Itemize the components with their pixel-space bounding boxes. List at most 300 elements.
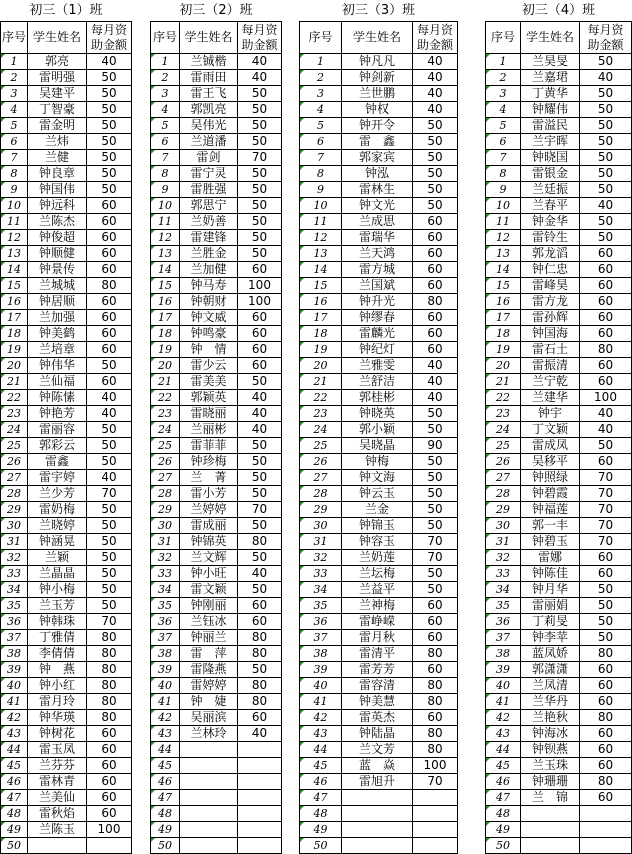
row-index[interactable]: 23	[0, 406, 28, 422]
student-name-cell[interactable]: 钟升光	[342, 294, 413, 310]
subsidy-amount-cell[interactable]: 70	[580, 470, 632, 486]
subsidy-amount-cell[interactable]	[413, 838, 458, 854]
row-index[interactable]: 7	[0, 150, 28, 166]
subsidy-amount-cell[interactable]: 50	[238, 454, 282, 470]
subsidy-amount-cell[interactable]: 80	[87, 646, 132, 662]
row-index[interactable]: 12	[299, 230, 342, 246]
student-name-cell[interactable]: 钟丽兰	[180, 630, 238, 646]
row-index[interactable]: 32	[150, 550, 180, 566]
student-name-cell[interactable]: 雷娜	[521, 550, 580, 566]
student-name-cell[interactable]: 钟权	[342, 102, 413, 118]
row-index[interactable]: 11	[150, 214, 180, 230]
row-index[interactable]: 24	[150, 422, 180, 438]
student-name-cell[interactable]: 雷金明	[28, 118, 87, 134]
row-index[interactable]: 45	[299, 758, 342, 774]
subsidy-amount-cell[interactable]: 80	[580, 646, 632, 662]
student-name-cell[interactable]: 雷峥嵘	[342, 614, 413, 630]
subsidy-amount-cell[interactable]: 60	[580, 550, 632, 566]
row-index[interactable]: 33	[299, 566, 342, 582]
subsidy-amount-cell[interactable]: 50	[238, 662, 282, 678]
subsidy-amount-cell[interactable]: 80	[413, 294, 458, 310]
student-name-cell[interactable]: 雷晓丽	[180, 406, 238, 422]
student-name-cell[interactable]: 钟小梅	[28, 582, 87, 598]
subsidy-amount-cell[interactable]: 40	[413, 358, 458, 374]
row-index[interactable]: 48	[485, 806, 521, 822]
subsidy-amount-cell[interactable]: 60	[87, 262, 132, 278]
row-index[interactable]: 38	[150, 646, 180, 662]
row-index[interactable]: 1	[0, 54, 28, 70]
row-index[interactable]: 34	[299, 582, 342, 598]
row-index[interactable]: 43	[485, 726, 521, 742]
student-name-cell[interactable]: 兰宁乾	[521, 374, 580, 390]
row-index[interactable]: 47	[485, 790, 521, 806]
student-name-cell[interactable]	[342, 822, 413, 838]
student-name-cell[interactable]: 钟碧玉	[521, 534, 580, 550]
row-index[interactable]: 8	[150, 166, 180, 182]
subsidy-amount-cell[interactable]: 50	[413, 454, 458, 470]
subsidy-amount-cell[interactable]: 70	[580, 502, 632, 518]
subsidy-amount-cell[interactable]: 50	[87, 86, 132, 102]
row-index[interactable]: 11	[485, 214, 521, 230]
row-index[interactable]: 13	[485, 246, 521, 262]
student-name-cell[interactable]: 雷建锋	[180, 230, 238, 246]
row-index[interactable]: 35	[485, 598, 521, 614]
subsidy-amount-cell[interactable]	[238, 742, 282, 758]
subsidy-amount-cell[interactable]: 50	[87, 518, 132, 534]
subsidy-amount-cell[interactable]: 60	[413, 310, 458, 326]
subsidy-amount-cell[interactable]: 60	[238, 310, 282, 326]
subsidy-amount-cell[interactable]	[580, 806, 632, 822]
row-index[interactable]: 37	[150, 630, 180, 646]
subsidy-amount-cell[interactable]: 60	[580, 326, 632, 342]
student-name-cell[interactable]: 钟泓	[342, 166, 413, 182]
subsidy-amount-cell[interactable]: 60	[413, 662, 458, 678]
student-name-cell[interactable]: 钟金华	[521, 214, 580, 230]
student-name-cell[interactable]: 钟容玉	[342, 534, 413, 550]
subsidy-amount-cell[interactable]: 50	[580, 118, 632, 134]
subsidy-amount-cell[interactable]: 50	[238, 198, 282, 214]
row-index[interactable]: 6	[0, 134, 28, 150]
student-name-cell[interactable]: 兰金	[342, 502, 413, 518]
student-name-cell[interactable]: 钟鸣豪	[180, 326, 238, 342]
subsidy-amount-cell[interactable]: 50	[413, 134, 458, 150]
student-name-cell[interactable]: 兰春平	[521, 198, 580, 214]
subsidy-amount-cell[interactable]	[413, 806, 458, 822]
student-name-cell[interactable]: 丁莉旻	[521, 614, 580, 630]
row-index[interactable]: 36	[485, 614, 521, 630]
subsidy-amount-cell[interactable]: 50	[413, 566, 458, 582]
subsidy-amount-cell[interactable]: 80	[238, 534, 282, 550]
student-name-cell[interactable]: 丁文颖	[521, 422, 580, 438]
row-index[interactable]: 20	[485, 358, 521, 374]
student-name-cell[interactable]: 郭彩云	[28, 438, 87, 454]
row-index[interactable]: 39	[0, 662, 28, 678]
subsidy-amount-cell[interactable]: 50	[580, 582, 632, 598]
row-index[interactable]: 26	[150, 454, 180, 470]
row-index[interactable]: 33	[485, 566, 521, 582]
student-name-cell[interactable]: 钟海冰	[521, 726, 580, 742]
row-index[interactable]: 17	[485, 310, 521, 326]
student-name-cell[interactable]: 雷文颖	[180, 582, 238, 598]
subsidy-amount-cell[interactable]: 50	[87, 166, 132, 182]
subsidy-amount-cell[interactable]: 60	[580, 358, 632, 374]
row-index[interactable]: 7	[485, 150, 521, 166]
student-name-cell[interactable]: 兰神梅	[342, 598, 413, 614]
student-name-cell[interactable]: 兰建华	[521, 390, 580, 406]
subsidy-amount-cell[interactable]: 60	[238, 358, 282, 374]
subsidy-amount-cell[interactable]: 40	[413, 390, 458, 406]
subsidy-amount-cell[interactable]: 50	[413, 582, 458, 598]
subsidy-amount-cell[interactable]: 80	[87, 694, 132, 710]
student-name-cell[interactable]: 雷峰昊	[521, 278, 580, 294]
subsidy-amount-cell[interactable]	[580, 838, 632, 854]
student-name-cell[interactable]: 钟陈愫	[28, 390, 87, 406]
student-name-cell[interactable]: 雷 鑫	[342, 134, 413, 150]
row-index[interactable]: 16	[299, 294, 342, 310]
subsidy-amount-cell[interactable]: 60	[413, 246, 458, 262]
row-index[interactable]: 21	[299, 374, 342, 390]
row-index[interactable]: 7	[150, 150, 180, 166]
row-index[interactable]: 15	[299, 278, 342, 294]
subsidy-amount-cell[interactable]	[238, 774, 282, 790]
subsidy-amount-cell[interactable]: 50	[580, 598, 632, 614]
student-name-cell[interactable]: 兰加强	[28, 310, 87, 326]
student-name-cell[interactable]: 雷玉凤	[28, 742, 87, 758]
row-index[interactable]: 5	[299, 118, 342, 134]
row-index[interactable]: 37	[299, 630, 342, 646]
subsidy-amount-cell[interactable]: 100	[413, 758, 458, 774]
subsidy-amount-cell[interactable]: 50	[238, 230, 282, 246]
student-name-cell[interactable]: 雷奶梅	[28, 502, 87, 518]
subsidy-amount-cell[interactable]: 50	[87, 598, 132, 614]
subsidy-amount-cell[interactable]: 40	[87, 470, 132, 486]
student-name-cell[interactable]: 雷少云	[180, 358, 238, 374]
student-name-cell[interactable]: 兰城城	[28, 278, 87, 294]
student-name-cell[interactable]: 兰美仙	[28, 790, 87, 806]
subsidy-amount-cell[interactable]: 60	[238, 710, 282, 726]
subsidy-amount-cell[interactable]: 50	[580, 102, 632, 118]
subsidy-amount-cell[interactable]: 70	[580, 486, 632, 502]
subsidy-amount-cell[interactable]: 50	[238, 438, 282, 454]
subsidy-amount-cell[interactable]: 70	[580, 518, 632, 534]
row-index[interactable]: 15	[485, 278, 521, 294]
row-index[interactable]: 15	[0, 278, 28, 294]
subsidy-amount-cell[interactable]: 50	[238, 166, 282, 182]
subsidy-amount-cell[interactable]: 50	[238, 182, 282, 198]
row-index[interactable]: 44	[0, 742, 28, 758]
row-index[interactable]: 2	[299, 70, 342, 86]
row-index[interactable]: 48	[299, 806, 342, 822]
row-index[interactable]: 48	[150, 806, 180, 822]
subsidy-amount-cell[interactable]: 50	[87, 134, 132, 150]
student-name-cell[interactable]: 钟耀伟	[521, 102, 580, 118]
student-name-cell[interactable]: 丁雅倩	[28, 630, 87, 646]
subsidy-amount-cell[interactable]: 50	[238, 134, 282, 150]
student-name-cell[interactable]: 钟小旺	[180, 566, 238, 582]
row-index[interactable]: 14	[299, 262, 342, 278]
student-name-cell[interactable]: 雷林青	[28, 774, 87, 790]
student-name-cell[interactable]: 雷成凤	[521, 438, 580, 454]
subsidy-amount-cell[interactable]: 50	[413, 166, 458, 182]
student-name-cell[interactable]: 兰凤清	[521, 678, 580, 694]
subsidy-amount-cell[interactable]: 60	[580, 294, 632, 310]
student-name-cell[interactable]: 兰嘉珺	[521, 70, 580, 86]
row-index[interactable]: 26	[0, 454, 28, 470]
row-index[interactable]: 39	[485, 662, 521, 678]
row-index[interactable]: 13	[0, 246, 28, 262]
student-name-cell[interactable]	[521, 838, 580, 854]
subsidy-amount-cell[interactable]: 60	[87, 326, 132, 342]
student-name-cell[interactable]: 雷银金	[521, 166, 580, 182]
student-name-cell[interactable]: 兰昊旻	[521, 54, 580, 70]
student-name-cell[interactable]	[180, 758, 238, 774]
row-index[interactable]: 28	[299, 486, 342, 502]
student-name-cell[interactable]: 钟陈佳	[521, 566, 580, 582]
row-index[interactable]: 17	[299, 310, 342, 326]
student-name-cell[interactable]: 兰华丹	[521, 694, 580, 710]
student-name-cell[interactable]: 兰陈玉	[28, 822, 87, 838]
row-index[interactable]: 36	[150, 614, 180, 630]
student-name-cell[interactable]: 丁黄华	[521, 86, 580, 102]
student-name-cell[interactable]: 钟景传	[28, 262, 87, 278]
row-index[interactable]: 48	[0, 806, 28, 822]
student-name-cell[interactable]: 兰玉芳	[28, 598, 87, 614]
row-index[interactable]: 36	[0, 614, 28, 630]
student-name-cell[interactable]: 钟国海	[521, 326, 580, 342]
subsidy-amount-cell[interactable]: 50	[238, 486, 282, 502]
subsidy-amount-cell[interactable]: 40	[238, 422, 282, 438]
student-name-cell[interactable]: 郭颖英	[180, 390, 238, 406]
subsidy-amount-cell[interactable]: 60	[87, 774, 132, 790]
subsidy-amount-cell[interactable]: 40	[238, 54, 282, 70]
subsidy-amount-cell[interactable]: 60	[87, 726, 132, 742]
student-name-cell[interactable]: 雷英杰	[342, 710, 413, 726]
subsidy-amount-cell[interactable]: 40	[87, 406, 132, 422]
subsidy-amount-cell[interactable]: 80	[238, 678, 282, 694]
row-index[interactable]: 10	[0, 198, 28, 214]
student-name-cell[interactable]: 郭思宁	[180, 198, 238, 214]
subsidy-amount-cell[interactable]: 50	[87, 582, 132, 598]
student-name-cell[interactable]: 郭潇潇	[521, 662, 580, 678]
student-name-cell[interactable]: 雷月秋	[342, 630, 413, 646]
subsidy-amount-cell[interactable]: 60	[580, 662, 632, 678]
subsidy-amount-cell[interactable]: 50	[413, 502, 458, 518]
subsidy-amount-cell[interactable]: 50	[580, 134, 632, 150]
subsidy-amount-cell[interactable]: 40	[87, 390, 132, 406]
student-name-cell[interactable]: 钟远科	[28, 198, 87, 214]
row-index[interactable]: 27	[0, 470, 28, 486]
subsidy-amount-cell[interactable]: 70	[238, 502, 282, 518]
subsidy-amount-cell[interactable]: 70	[413, 774, 458, 790]
row-index[interactable]: 30	[299, 518, 342, 534]
subsidy-amount-cell[interactable]: 60	[87, 230, 132, 246]
student-name-cell[interactable]: 雷容清	[342, 678, 413, 694]
subsidy-amount-cell[interactable]: 60	[87, 310, 132, 326]
student-name-cell[interactable]: 吴晓晶	[342, 438, 413, 454]
subsidy-amount-cell[interactable]	[238, 822, 282, 838]
student-name-cell[interactable]: 雷王飞	[180, 86, 238, 102]
student-name-cell[interactable]: 雷明强	[28, 70, 87, 86]
student-name-cell[interactable]: 兰廷振	[521, 182, 580, 198]
row-index[interactable]: 4	[150, 102, 180, 118]
row-index[interactable]: 12	[150, 230, 180, 246]
subsidy-amount-cell[interactable]: 40	[238, 70, 282, 86]
student-name-cell[interactable]: 钟伟华	[28, 358, 87, 374]
subsidy-amount-cell[interactable]: 60	[87, 374, 132, 390]
subsidy-amount-cell[interactable]: 40	[580, 70, 632, 86]
subsidy-amount-cell[interactable]: 40	[413, 70, 458, 86]
row-index[interactable]: 22	[299, 390, 342, 406]
subsidy-amount-cell[interactable]: 60	[87, 806, 132, 822]
row-index[interactable]: 8	[299, 166, 342, 182]
row-index[interactable]: 13	[299, 246, 342, 262]
student-name-cell[interactable]: 兰奶善	[180, 214, 238, 230]
row-index[interactable]: 19	[150, 342, 180, 358]
subsidy-amount-cell[interactable]: 80	[580, 342, 632, 358]
student-name-cell[interactable]: 雷方龙	[521, 294, 580, 310]
subsidy-amount-cell[interactable]: 50	[413, 118, 458, 134]
student-name-cell[interactable]	[521, 806, 580, 822]
student-name-cell[interactable]	[180, 742, 238, 758]
student-name-cell[interactable]: 兰世鹏	[342, 86, 413, 102]
subsidy-amount-cell[interactable]: 80	[238, 694, 282, 710]
row-index[interactable]: 45	[485, 758, 521, 774]
student-name-cell[interactable]: 兰艳秋	[521, 710, 580, 726]
student-name-cell[interactable]: 雷秋焰	[28, 806, 87, 822]
row-index[interactable]: 33	[150, 566, 180, 582]
subsidy-amount-cell[interactable]: 50	[238, 246, 282, 262]
subsidy-amount-cell[interactable]: 60	[413, 326, 458, 342]
student-name-cell[interactable]: 钟朝财	[180, 294, 238, 310]
student-name-cell[interactable]: 兰少芳	[28, 486, 87, 502]
student-name-cell[interactable]: 兰胜金	[180, 246, 238, 262]
row-index[interactable]: 40	[150, 678, 180, 694]
subsidy-amount-cell[interactable]: 80	[580, 710, 632, 726]
row-index[interactable]: 1	[299, 54, 342, 70]
row-index[interactable]: 15	[150, 278, 180, 294]
student-name-cell[interactable]: 吴建平	[28, 86, 87, 102]
row-index[interactable]: 27	[485, 470, 521, 486]
subsidy-amount-cell[interactable]: 60	[413, 342, 458, 358]
subsidy-amount-cell[interactable]: 50	[413, 470, 458, 486]
student-name-cell[interactable]	[342, 806, 413, 822]
subsidy-amount-cell[interactable]: 50	[87, 566, 132, 582]
row-index[interactable]: 44	[299, 742, 342, 758]
subsidy-amount-cell[interactable]: 70	[87, 486, 132, 502]
row-index[interactable]: 35	[299, 598, 342, 614]
row-index[interactable]: 39	[299, 662, 342, 678]
student-name-cell[interactable]: 雷丽娟	[521, 598, 580, 614]
student-name-cell[interactable]: 郭一丰	[521, 518, 580, 534]
row-index[interactable]: 5	[150, 118, 180, 134]
row-index[interactable]: 28	[485, 486, 521, 502]
subsidy-amount-cell[interactable]: 100	[580, 390, 632, 406]
student-name-cell[interactable]: 兰天鸿	[342, 246, 413, 262]
subsidy-amount-cell[interactable]: 80	[413, 694, 458, 710]
subsidy-amount-cell[interactable]: 80	[238, 630, 282, 646]
subsidy-amount-cell[interactable]: 70	[580, 534, 632, 550]
student-name-cell[interactable]: 钟剑新	[342, 70, 413, 86]
row-index[interactable]: 17	[150, 310, 180, 326]
student-name-cell[interactable]: 钟小红	[28, 678, 87, 694]
student-name-cell[interactable]: 钟俊超	[28, 230, 87, 246]
row-index[interactable]: 40	[485, 678, 521, 694]
row-index[interactable]: 10	[485, 198, 521, 214]
student-name-cell[interactable]: 雷小芳	[180, 486, 238, 502]
subsidy-amount-cell[interactable]: 50	[238, 214, 282, 230]
student-name-cell[interactable]: 雷菲菲	[180, 438, 238, 454]
row-index[interactable]: 41	[0, 694, 28, 710]
subsidy-amount-cell[interactable]: 60	[238, 262, 282, 278]
subsidy-amount-cell[interactable]: 60	[580, 694, 632, 710]
subsidy-amount-cell[interactable]: 60	[413, 710, 458, 726]
student-name-cell[interactable]: 雷隆燕	[180, 662, 238, 678]
row-index[interactable]: 6	[150, 134, 180, 150]
row-index[interactable]: 24	[0, 422, 28, 438]
row-index[interactable]: 45	[150, 758, 180, 774]
subsidy-amount-cell[interactable]: 50	[238, 374, 282, 390]
student-name-cell[interactable]: 蓝凤娇	[521, 646, 580, 662]
subsidy-amount-cell[interactable]: 40	[238, 566, 282, 582]
row-index[interactable]: 29	[485, 502, 521, 518]
row-index[interactable]: 31	[0, 534, 28, 550]
row-index[interactable]: 5	[0, 118, 28, 134]
student-name-cell[interactable]: 雷方城	[342, 262, 413, 278]
row-index[interactable]: 34	[485, 582, 521, 598]
student-name-cell[interactable]: 雷宇婷	[28, 470, 87, 486]
student-name-cell[interactable]: 兰丽彬	[180, 422, 238, 438]
subsidy-amount-cell[interactable]: 50	[238, 550, 282, 566]
row-index[interactable]: 30	[150, 518, 180, 534]
subsidy-amount-cell[interactable]: 80	[87, 662, 132, 678]
subsidy-amount-cell[interactable]: 50	[87, 534, 132, 550]
subsidy-amount-cell[interactable]: 60	[87, 790, 132, 806]
subsidy-amount-cell[interactable]: 50	[238, 118, 282, 134]
subsidy-amount-cell[interactable]: 60	[580, 246, 632, 262]
student-name-cell[interactable]: 钟晓英	[342, 406, 413, 422]
student-name-cell[interactable]: 雷成丽	[180, 518, 238, 534]
student-name-cell[interactable]: 钟开令	[342, 118, 413, 134]
row-index[interactable]: 47	[0, 790, 28, 806]
student-name-cell[interactable]: 钟居顺	[28, 294, 87, 310]
row-index[interactable]: 5	[485, 118, 521, 134]
subsidy-amount-cell[interactable]: 50	[413, 198, 458, 214]
row-index[interactable]: 22	[150, 390, 180, 406]
row-index[interactable]: 2	[485, 70, 521, 86]
row-index[interactable]: 29	[0, 502, 28, 518]
row-index[interactable]: 16	[150, 294, 180, 310]
subsidy-amount-cell[interactable]: 80	[238, 646, 282, 662]
row-index[interactable]: 38	[299, 646, 342, 662]
student-name-cell[interactable]: 钟钡燕	[521, 742, 580, 758]
subsidy-amount-cell[interactable]: 50	[413, 422, 458, 438]
row-index[interactable]: 9	[485, 182, 521, 198]
row-index[interactable]: 19	[485, 342, 521, 358]
subsidy-amount-cell[interactable]	[238, 790, 282, 806]
subsidy-amount-cell[interactable]: 60	[413, 614, 458, 630]
subsidy-amount-cell[interactable]	[413, 822, 458, 838]
student-name-cell[interactable]: 兰炜	[28, 134, 87, 150]
student-name-cell[interactable]: 兰 菁	[180, 470, 238, 486]
row-index[interactable]: 18	[485, 326, 521, 342]
student-name-cell[interactable]	[180, 822, 238, 838]
row-index[interactable]: 31	[485, 534, 521, 550]
student-name-cell[interactable]	[342, 838, 413, 854]
subsidy-amount-cell[interactable]: 50	[87, 182, 132, 198]
row-index[interactable]: 23	[299, 406, 342, 422]
row-index[interactable]: 46	[485, 774, 521, 790]
row-index[interactable]: 11	[0, 214, 28, 230]
